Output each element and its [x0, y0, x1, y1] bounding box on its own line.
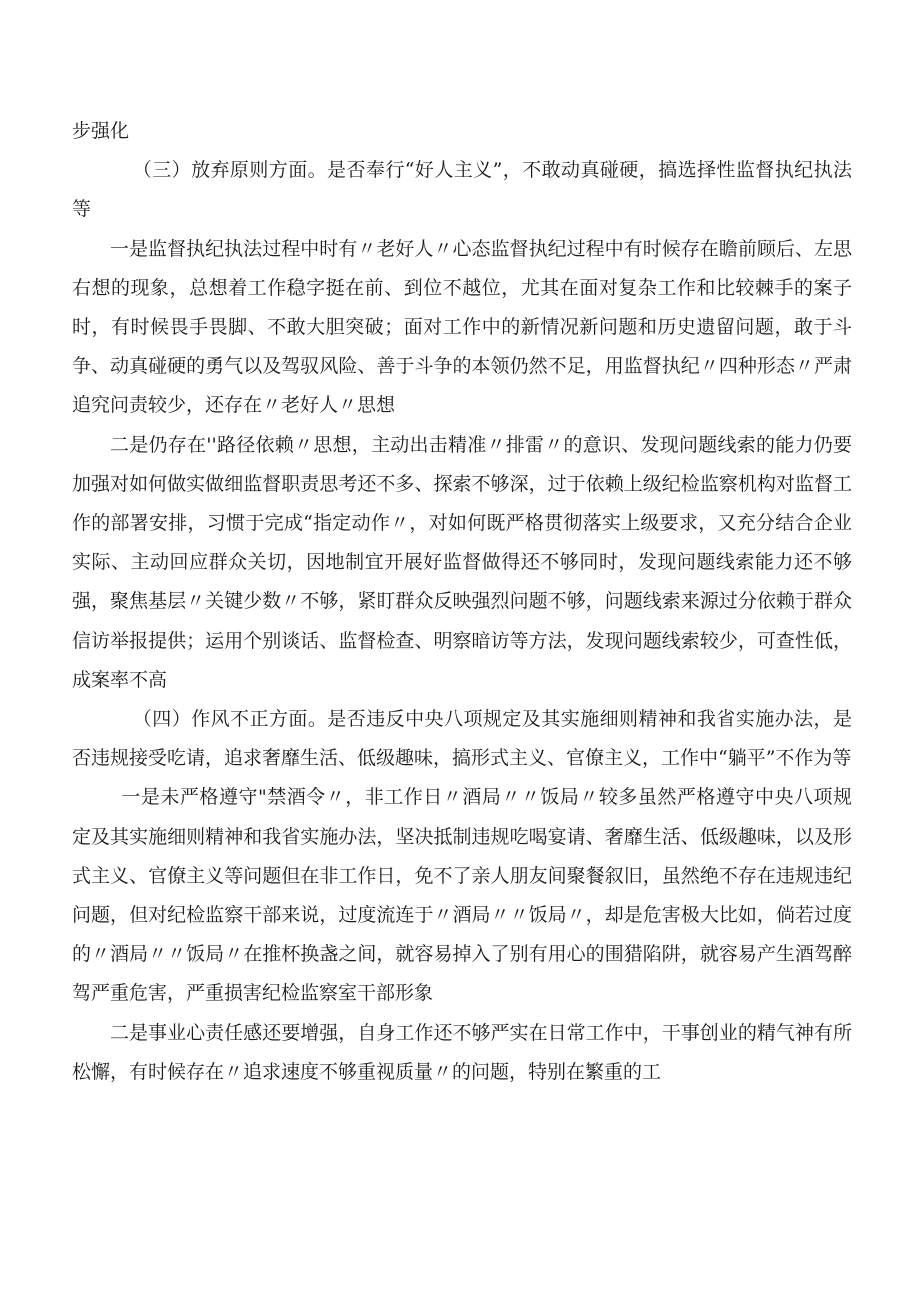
paragraph-continuation: 步强化	[72, 120, 130, 142]
section-heading-3: （三）放弃原则方面。是否奉行“好人主义”，不敢动真碰硬，搞选择性监督执纪执法等	[72, 159, 852, 221]
paragraph-point-1: 一是监督执纪执法过程中时有〃老好人〃心态监督执纪过程中有时候存在瞻前顾后、左思右想的现象，总想着工作稳字挺在前、到位不越位，尤其在面对复杂工作和比较棘手的案子时，有时候畏手畏脚、不敢大胆突破；面对工作中的新情况新问题和历史遗留问题，敢于斗争、动真碰硬的勇气以及驾驭风险、善于斗争的本领仍然不足，用监督执纪〃四种形态〃严肃追究问责较少，还存在〃老好人〃思想	[72, 237, 852, 417]
paragraph-point-4: 二是事业心责任感还要增强，自身工作还不够严实在日常工作中，干事创业的精气神有所松懈，有时候存在〃追求速度不够重视质量〃的问题，特别在繁重的工	[72, 1021, 852, 1083]
section-heading-4: （四）作风不正方面。是否违反中央八项规定及其实施细则精神和我省实施办法，是否违规接受吃请，追求奢靡生活、低级趣味，搞形式主义、官僚主义，工作中“躺平”不作为等	[72, 708, 852, 770]
paragraph-point-3: 一是未严格遵守"禁酒令〃，非工作日〃酒局〃〃饭局〃较多虽然严格遵守中央八项规定及其实施细则精神和我省实施办法，坚决抵制违规吃喝宴请、奢靡生活、低级趣味，以及形式主义、官僚主义等问题但在非工作日，免不了亲人朋友间聚餐叙旧，虽然绝不存在违规违纪问题，但对纪检监察干部来说，过度流连于〃酒局〃〃饭局〃，却是危害极大比如，倘若过度的〃酒局〃〃饭局〃在推杯换盏之间，就容易掉入了别有用心的围猎陷阱，就容易产生酒驾醉驾严重危害，严重损害纪检监察室干部形象	[72, 786, 852, 1005]
document-body	[72, 112, 852, 1092]
paragraph-point-2: 二是仍存在''路径依赖〃思想，主动出击精准〃排雷〃的意识、发现问题线索的能力仍要加强对如何做实做细监督职责思考还不多、探索不够深，过于依赖上级纪检监察机构对监督工作的部署安排，习惯于完成“指定动作〃，对如何既严格贯彻落实上级要求，又充分结合企业实际、主动回应群众关切，因地制宜开展好监督做得还不够同时，发现问题线索能力还不够强，聚焦基层〃关键少数〃不够，紧盯群众反映强烈问题不够，问题线索来源过分依赖于群众信访举报提供；运用个别谈话、监督检查、明察暗访等方法，发现问题线索较少，可查性低，成案率不高	[72, 433, 852, 691]
